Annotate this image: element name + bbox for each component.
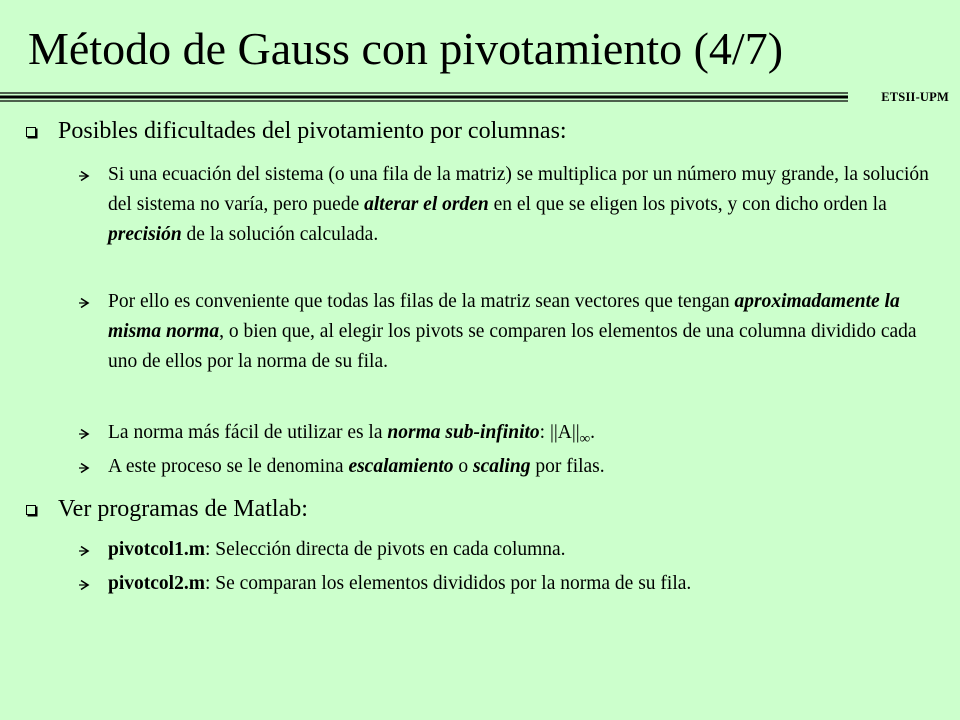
square-bullet-icon <box>26 505 36 515</box>
institution-label: ETSII-UPM <box>881 90 949 104</box>
list-item: Por ello es conveniente que todas las filas de la matriz sean vectores que tengan aproximadamente la misma norma, o bien que, al elegir los pivots se comparen los elementos de una columna dividido cada uno de ellos por la norma de su fila. <box>78 287 938 377</box>
arrow-bullet-icon <box>78 579 92 591</box>
list-item: pivotcol1.m: Selección directa de pivots en cada columna. <box>78 535 938 565</box>
list-item: pivotcol2.m: Se comparan los elementos divididos por la norma de su fila. <box>78 569 938 599</box>
arrow-bullet-icon <box>78 297 92 309</box>
arrow-bullet-icon <box>78 428 92 440</box>
square-bullet-icon <box>26 127 36 137</box>
list-item: Si una ecuación del sistema (o una fila de la matriz) se multiplica por un número muy grande, la solución del sistema no varía, pero puede alterar el orden en el que se eligen los pivots, y con dicho orden la precisión de la solución calculada. <box>78 160 938 250</box>
arrow-bullet-icon <box>78 170 92 182</box>
title-rule <box>0 90 960 108</box>
slide-title: Método de Gauss con pivotamiento (4/7) <box>28 23 784 74</box>
matlab-file-name: pivotcol1.m <box>108 539 205 560</box>
matlab-file-name: pivotcol2.m <box>108 573 205 594</box>
arrow-bullet-icon <box>78 545 92 557</box>
arrow-bullet-icon <box>78 462 92 474</box>
list-item: A este proceso se le denomina escalamiento o scaling por filas. <box>78 452 938 482</box>
list-item: La norma más fácil de utilizar es la norma sub-infinito: $||A||_\infty$. <box>78 418 938 454</box>
